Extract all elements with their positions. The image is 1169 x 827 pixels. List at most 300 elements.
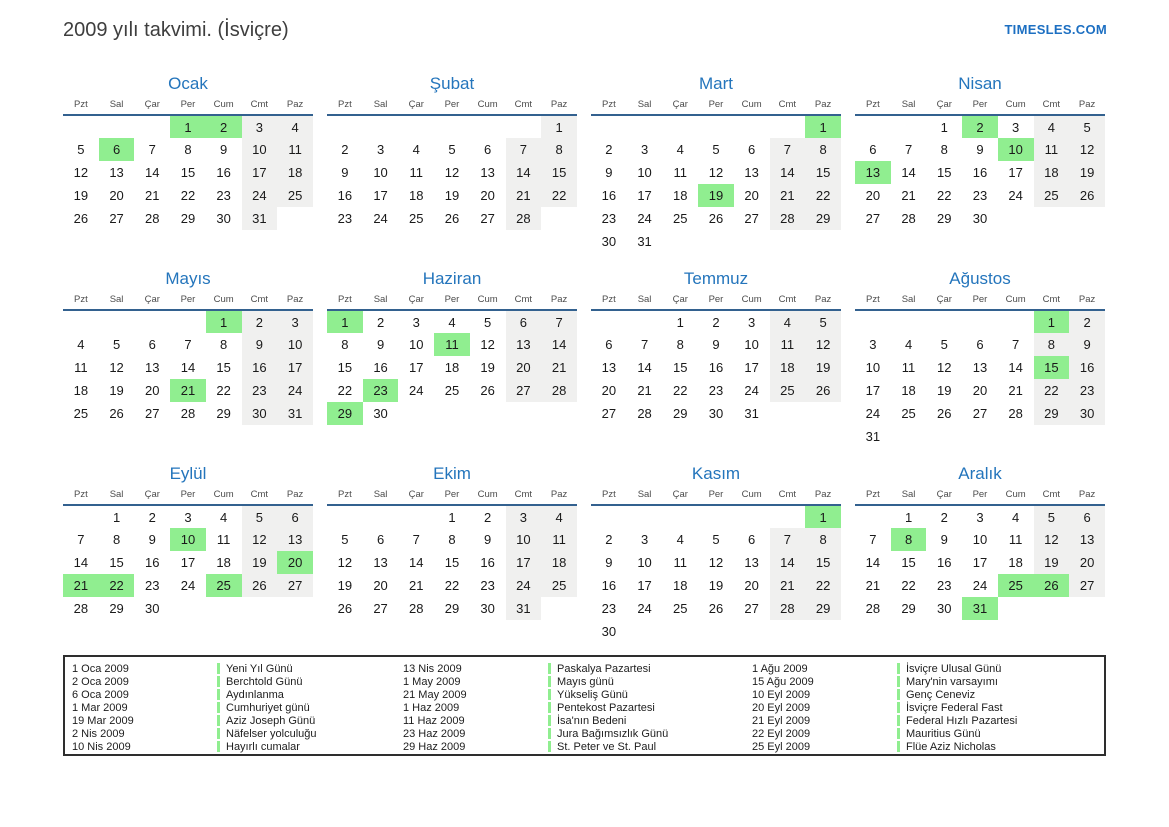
day-cell-empty bbox=[134, 310, 170, 333]
week-row bbox=[591, 138, 841, 161]
weekend-day-cell: 31 bbox=[277, 402, 313, 425]
day-cell: 30 bbox=[601, 234, 617, 249]
day-cell: 24 bbox=[865, 406, 881, 421]
day-cell-empty bbox=[506, 115, 542, 138]
day-cell: 8 bbox=[112, 532, 121, 547]
day-cell: 29 bbox=[673, 406, 688, 421]
day-cell-empty bbox=[770, 230, 806, 253]
weekend-day-cell: 19 bbox=[242, 551, 278, 574]
legend-date: 21 May 2009 bbox=[403, 688, 467, 701]
day-cell: 29 bbox=[901, 601, 916, 616]
day-cell-empty bbox=[1069, 597, 1105, 620]
legend-date: 13 Nis 2009 bbox=[403, 662, 462, 675]
day-name: Pzt bbox=[63, 489, 99, 505]
day-cell: 27 bbox=[601, 406, 617, 421]
day-name: Cmt bbox=[1034, 489, 1070, 505]
weekend-day-cell: 12 bbox=[242, 528, 278, 551]
day-cell: 24 bbox=[409, 383, 424, 398]
weekend-day-cell: 29 bbox=[805, 207, 841, 230]
week-row bbox=[855, 115, 1105, 138]
day-cell: 26 bbox=[937, 406, 952, 421]
day-cell: 16 bbox=[216, 165, 231, 180]
day-name: Pzt bbox=[855, 294, 891, 310]
day-cell: 26 bbox=[444, 211, 460, 226]
day-cell-empty bbox=[1069, 207, 1105, 230]
day-cell: 5 bbox=[484, 314, 492, 330]
day-cell: 28 bbox=[637, 406, 652, 421]
holiday-day-cell: 19 bbox=[698, 184, 734, 207]
day-cell: 4 bbox=[676, 142, 684, 157]
day-cell: 17 bbox=[637, 188, 652, 203]
day-cell: 11 bbox=[409, 165, 423, 180]
holiday-day-cell: 15 bbox=[1034, 356, 1070, 379]
day-cell: 14 bbox=[73, 555, 89, 570]
day-name-row bbox=[327, 489, 577, 505]
day-cell: 26 bbox=[73, 211, 89, 226]
day-cell: 22 bbox=[444, 578, 460, 593]
day-name: Cmt bbox=[770, 99, 806, 115]
weekend-day-cell: 11 bbox=[541, 528, 577, 551]
month-title: Aralık bbox=[958, 464, 1002, 483]
holiday-day-cell: 8 bbox=[891, 528, 927, 551]
day-cell: 12 bbox=[937, 360, 952, 375]
holiday-day-cell: 1 bbox=[805, 505, 841, 528]
day-cell: 11 bbox=[673, 165, 687, 180]
day-name: Cum bbox=[734, 489, 770, 505]
day-cell: 6 bbox=[748, 142, 756, 157]
month-grid-agustos bbox=[855, 294, 1105, 448]
day-cell: 30 bbox=[972, 211, 988, 226]
weekend-day-cell: 21 bbox=[541, 356, 577, 379]
weekend-day-cell: 12 bbox=[1034, 528, 1070, 551]
holiday-marker-icon bbox=[217, 702, 220, 713]
day-name: Çar bbox=[662, 294, 698, 310]
legend-date: 19 Mar 2009 bbox=[72, 714, 134, 727]
day-cell: 21 bbox=[901, 188, 916, 203]
day-cell: 2 bbox=[341, 142, 349, 157]
legend-date: 1 Haz 2009 bbox=[403, 701, 460, 714]
day-cell: 3 bbox=[640, 532, 649, 547]
day-cell: 6 bbox=[976, 337, 984, 352]
day-name: Per bbox=[962, 294, 998, 310]
day-name: Per bbox=[962, 489, 998, 505]
legend-column bbox=[745, 662, 1104, 753]
day-cell: 10 bbox=[865, 360, 881, 375]
weekend-day-cell: 14 bbox=[770, 551, 806, 574]
day-cell: 19 bbox=[937, 383, 952, 398]
week-row bbox=[591, 115, 841, 138]
holiday-marker-icon bbox=[548, 728, 551, 739]
day-cell: 14 bbox=[865, 555, 881, 570]
day-cell: 11 bbox=[901, 360, 916, 375]
day-cell: 23 bbox=[708, 383, 724, 398]
weeks-body bbox=[855, 115, 1105, 230]
day-cell-empty bbox=[662, 230, 698, 253]
day-name: Pzt bbox=[855, 489, 891, 505]
day-cell: 6 bbox=[869, 142, 877, 157]
week-row bbox=[63, 333, 313, 356]
day-cell-empty bbox=[734, 505, 770, 528]
month-aralik bbox=[855, 464, 1105, 643]
day-cell-empty bbox=[998, 310, 1034, 333]
day-cell-empty bbox=[591, 505, 627, 528]
weekend-day-cell: 13 bbox=[277, 528, 313, 551]
legend-date: 15 Ağu 2009 bbox=[752, 675, 814, 688]
day-name: Per bbox=[962, 99, 998, 115]
day-name: Paz bbox=[541, 294, 577, 310]
day-cell-empty bbox=[206, 597, 242, 620]
week-row bbox=[855, 597, 1105, 620]
day-cell: 12 bbox=[480, 337, 495, 352]
months-grid bbox=[63, 74, 1105, 643]
day-cell: 1 bbox=[904, 509, 913, 525]
day-cell-empty bbox=[470, 402, 506, 425]
day-cell: 10 bbox=[373, 165, 388, 180]
day-cell: 23 bbox=[480, 578, 495, 593]
day-cell: 5 bbox=[77, 142, 85, 157]
day-name: Per bbox=[170, 294, 206, 310]
day-cell-empty bbox=[734, 115, 770, 138]
day-cell: 11 bbox=[673, 555, 687, 570]
day-cell-empty bbox=[926, 310, 962, 333]
week-row bbox=[591, 620, 841, 643]
weekend-day-cell: 10 bbox=[277, 333, 313, 356]
weekend-day-cell: 5 bbox=[242, 505, 278, 528]
month-subat bbox=[327, 74, 577, 253]
week-row bbox=[63, 551, 313, 574]
day-cell: 8 bbox=[220, 337, 228, 352]
day-name: Pzt bbox=[63, 99, 99, 115]
day-cell: 7 bbox=[1012, 337, 1020, 352]
week-row bbox=[63, 207, 313, 230]
day-name: Cum bbox=[998, 294, 1034, 310]
legend-date: 1 Ağu 2009 bbox=[752, 662, 808, 675]
day-cell: 7 bbox=[412, 532, 420, 547]
weekend-day-cell: 27 bbox=[1069, 574, 1105, 597]
day-name-row bbox=[591, 99, 841, 115]
day-name: Sal bbox=[627, 99, 663, 115]
day-name: Cmt bbox=[506, 489, 542, 505]
weekend-day-cell: 21 bbox=[770, 184, 806, 207]
day-cell-empty bbox=[770, 620, 806, 643]
day-cell: 4 bbox=[448, 314, 456, 330]
legend-holiday-name: Aydınlanma bbox=[226, 688, 284, 701]
weeks-body bbox=[327, 505, 577, 620]
day-cell-empty bbox=[434, 402, 470, 425]
week-row bbox=[63, 184, 313, 207]
month-grid-mart bbox=[591, 99, 841, 253]
day-cell-empty bbox=[962, 310, 998, 333]
week-row bbox=[591, 333, 841, 356]
weekend-day-cell: 19 bbox=[1069, 161, 1105, 184]
day-cell: 16 bbox=[480, 555, 495, 570]
day-cell: 16 bbox=[601, 578, 617, 593]
day-name: Pzt bbox=[591, 99, 627, 115]
weeks-body bbox=[63, 115, 313, 230]
day-name-row bbox=[855, 99, 1105, 115]
day-cell: 11 bbox=[216, 532, 231, 547]
day-cell: 5 bbox=[448, 142, 456, 157]
day-cell: 21 bbox=[637, 383, 652, 398]
week-row bbox=[327, 207, 577, 230]
day-cell: 13 bbox=[373, 555, 388, 570]
month-title: Ağustos bbox=[949, 269, 1011, 288]
week-row bbox=[63, 574, 313, 597]
day-cell: 9 bbox=[376, 337, 385, 352]
day-cell: 16 bbox=[708, 360, 724, 375]
day-cell: 24 bbox=[180, 578, 196, 593]
day-cell: 31 bbox=[865, 429, 881, 444]
weekend-day-cell: 31 bbox=[242, 207, 278, 230]
weekend-day-cell: 6 bbox=[506, 310, 542, 333]
day-name-row bbox=[855, 489, 1105, 505]
legend-date: 11 Haz 2009 bbox=[403, 714, 465, 727]
weekend-day-cell: 18 bbox=[770, 356, 806, 379]
day-cell: 6 bbox=[748, 532, 756, 547]
day-cell: 22 bbox=[180, 188, 196, 203]
weeks-body bbox=[63, 310, 313, 425]
day-name: Cum bbox=[206, 294, 242, 310]
day-name: Pzt bbox=[591, 294, 627, 310]
week-row bbox=[327, 161, 577, 184]
week-row bbox=[591, 379, 841, 402]
weekend-day-cell: 9 bbox=[242, 333, 278, 356]
weekend-day-cell: 10 bbox=[242, 138, 278, 161]
weekend-day-cell: 8 bbox=[805, 138, 841, 161]
day-cell-empty bbox=[327, 115, 363, 138]
day-cell: 22 bbox=[673, 383, 688, 398]
day-cell: 20 bbox=[972, 383, 988, 398]
day-cell: 2 bbox=[940, 509, 948, 525]
day-cell: 27 bbox=[373, 601, 388, 616]
day-cell: 14 bbox=[901, 165, 916, 180]
day-cell: 3 bbox=[748, 314, 756, 330]
day-cell: 25 bbox=[673, 211, 688, 226]
day-cell: 14 bbox=[180, 360, 196, 375]
weekend-day-cell: 4 bbox=[277, 115, 313, 138]
weekend-day-cell: 5 bbox=[1034, 505, 1070, 528]
legend-holiday-name: İsviçre Ulusal Günü bbox=[906, 662, 1002, 675]
weekend-day-cell: 14 bbox=[541, 333, 577, 356]
day-cell: 16 bbox=[337, 188, 353, 203]
day-cell: 9 bbox=[605, 165, 613, 180]
day-cell-empty bbox=[541, 597, 577, 620]
weekend-day-cell: 21 bbox=[506, 184, 542, 207]
day-name: Cum bbox=[734, 294, 770, 310]
day-cell: 3 bbox=[184, 509, 192, 525]
day-cell: 4 bbox=[77, 337, 85, 352]
weekend-day-cell: 17 bbox=[506, 551, 542, 574]
day-cell: 18 bbox=[444, 360, 460, 375]
weekend-day-cell: 7 bbox=[770, 138, 806, 161]
legend-entry bbox=[72, 701, 396, 714]
week-row bbox=[591, 230, 841, 253]
day-cell-empty bbox=[855, 115, 891, 138]
legend-holiday-name: Pentekost Pazartesi bbox=[557, 701, 655, 714]
month-title: Haziran bbox=[422, 269, 482, 288]
legend-date: 2 Nis 2009 bbox=[72, 727, 125, 740]
day-cell: 17 bbox=[373, 188, 388, 203]
holiday-day-cell: 22 bbox=[99, 574, 135, 597]
week-row bbox=[855, 551, 1105, 574]
day-name-row bbox=[63, 489, 313, 505]
day-name-row bbox=[591, 489, 841, 505]
day-name: Cum bbox=[998, 489, 1034, 505]
weekend-day-cell: 19 bbox=[1034, 551, 1070, 574]
day-cell-empty bbox=[591, 115, 627, 138]
weekend-day-cell: 28 bbox=[541, 379, 577, 402]
weekend-day-cell: 24 bbox=[506, 574, 542, 597]
day-cell-empty bbox=[99, 310, 135, 333]
day-cell: 19 bbox=[73, 188, 89, 203]
weekend-day-cell: 4 bbox=[770, 310, 806, 333]
weeks-body bbox=[591, 115, 841, 253]
day-cell: 18 bbox=[901, 383, 916, 398]
legend-entry bbox=[72, 727, 396, 740]
holiday-day-cell: 1 bbox=[327, 310, 363, 333]
week-row bbox=[63, 310, 313, 333]
day-cell: 29 bbox=[216, 406, 231, 421]
day-name: Cmt bbox=[770, 489, 806, 505]
day-name: Paz bbox=[1069, 99, 1105, 115]
day-name: Sal bbox=[363, 489, 399, 505]
day-name: Per bbox=[698, 99, 734, 115]
legend-holiday-name: Yeni Yıl Günü bbox=[226, 662, 293, 675]
holiday-marker-icon bbox=[548, 663, 551, 674]
day-cell-empty bbox=[1034, 425, 1070, 448]
weekend-day-cell: 4 bbox=[541, 505, 577, 528]
weekend-day-cell: 19 bbox=[805, 356, 841, 379]
weekend-day-cell: 29 bbox=[1034, 402, 1070, 425]
day-cell: 21 bbox=[409, 578, 424, 593]
day-name: Sal bbox=[627, 489, 663, 505]
day-cell: 25 bbox=[901, 406, 916, 421]
weekend-day-cell: 10 bbox=[506, 528, 542, 551]
day-cell: 5 bbox=[712, 532, 720, 547]
day-cell: 10 bbox=[972, 532, 988, 547]
day-cell: 15 bbox=[109, 555, 124, 570]
day-cell: 17 bbox=[409, 360, 424, 375]
legend-date: 10 Eyl 2009 bbox=[752, 688, 811, 701]
day-cell: 24 bbox=[1008, 188, 1023, 203]
holiday-marker-icon bbox=[897, 715, 900, 726]
day-cell-empty bbox=[242, 597, 278, 620]
day-name: Paz bbox=[277, 489, 313, 505]
day-cell: 1 bbox=[676, 314, 684, 330]
day-cell-empty bbox=[541, 207, 577, 230]
legend-entry bbox=[752, 662, 1104, 675]
day-cell: 22 bbox=[216, 383, 231, 398]
day-name-row bbox=[855, 294, 1105, 310]
day-name: Cum bbox=[998, 99, 1034, 115]
day-cell: 12 bbox=[73, 165, 89, 180]
weekend-day-cell: 3 bbox=[277, 310, 313, 333]
holiday-marker-icon bbox=[897, 663, 900, 674]
day-cell: 23 bbox=[937, 578, 952, 593]
day-cell: 17 bbox=[744, 360, 759, 375]
day-cell-empty bbox=[627, 505, 663, 528]
day-name: Cmt bbox=[242, 489, 278, 505]
day-cell: 16 bbox=[373, 360, 388, 375]
month-grid-subat bbox=[327, 99, 577, 230]
day-name: Per bbox=[698, 294, 734, 310]
holiday-day-cell: 1 bbox=[1034, 310, 1070, 333]
legend-entry bbox=[752, 740, 1104, 753]
day-cell: 20 bbox=[601, 383, 617, 398]
weeks-body bbox=[855, 310, 1105, 448]
day-cell-empty bbox=[398, 115, 434, 138]
month-title: Mart bbox=[699, 74, 733, 93]
day-cell: 13 bbox=[145, 360, 160, 375]
brand-link[interactable]: TIMESLES.COM bbox=[1004, 22, 1107, 37]
week-row bbox=[327, 333, 577, 356]
day-cell-empty bbox=[770, 505, 806, 528]
week-row bbox=[591, 505, 841, 528]
legend-entry bbox=[72, 662, 396, 675]
day-cell-empty bbox=[926, 425, 962, 448]
weekend-day-cell: 4 bbox=[1034, 115, 1070, 138]
legend-column bbox=[396, 662, 745, 753]
legend-date: 25 Eyl 2009 bbox=[752, 740, 811, 753]
day-cell: 26 bbox=[337, 601, 353, 616]
legend-date: 21 Eyl 2009 bbox=[752, 714, 811, 727]
day-name: Sal bbox=[99, 294, 135, 310]
day-cell-empty bbox=[277, 597, 313, 620]
week-row bbox=[63, 138, 313, 161]
day-cell: 16 bbox=[972, 165, 988, 180]
weekend-day-cell: 21 bbox=[770, 574, 806, 597]
day-cell: 19 bbox=[480, 360, 495, 375]
day-cell: 11 bbox=[74, 360, 88, 375]
day-cell: 24 bbox=[373, 211, 388, 226]
weekend-day-cell: 8 bbox=[805, 528, 841, 551]
day-cell: 13 bbox=[109, 165, 124, 180]
holiday-marker-icon bbox=[217, 689, 220, 700]
week-row bbox=[591, 310, 841, 333]
day-cell: 12 bbox=[337, 555, 353, 570]
day-cell: 4 bbox=[1012, 509, 1020, 525]
weekend-day-cell: 5 bbox=[1069, 115, 1105, 138]
day-cell: 11 bbox=[1008, 532, 1023, 547]
weekend-day-cell: 11 bbox=[277, 138, 313, 161]
day-cell: 5 bbox=[940, 337, 948, 352]
holiday-day-cell: 2 bbox=[206, 115, 242, 138]
month-grid-temmuz bbox=[591, 294, 841, 425]
day-name: Paz bbox=[541, 99, 577, 115]
holiday-day-cell: 25 bbox=[998, 574, 1034, 597]
day-cell: 28 bbox=[180, 406, 196, 421]
week-row bbox=[327, 184, 577, 207]
day-cell-empty bbox=[470, 115, 506, 138]
weekend-day-cell: 3 bbox=[506, 505, 542, 528]
day-cell-empty bbox=[805, 230, 841, 253]
day-name: Sal bbox=[891, 489, 927, 505]
legend-holiday-name: İsviçre Federal Fast bbox=[906, 701, 1003, 714]
day-cell-empty bbox=[63, 310, 99, 333]
weekend-day-cell: 30 bbox=[242, 402, 278, 425]
day-cell: 12 bbox=[444, 165, 460, 180]
month-grid-ekim bbox=[327, 489, 577, 620]
day-cell: 27 bbox=[865, 211, 881, 226]
day-cell-empty bbox=[998, 597, 1034, 620]
day-cell: 18 bbox=[673, 578, 688, 593]
day-cell: 27 bbox=[145, 406, 160, 421]
weekend-day-cell: 7 bbox=[770, 528, 806, 551]
day-cell-empty bbox=[734, 230, 770, 253]
legend-holiday-name: Cumhuriyet günü bbox=[226, 701, 310, 714]
weekend-day-cell: 26 bbox=[242, 574, 278, 597]
day-cell: 28 bbox=[865, 601, 881, 616]
